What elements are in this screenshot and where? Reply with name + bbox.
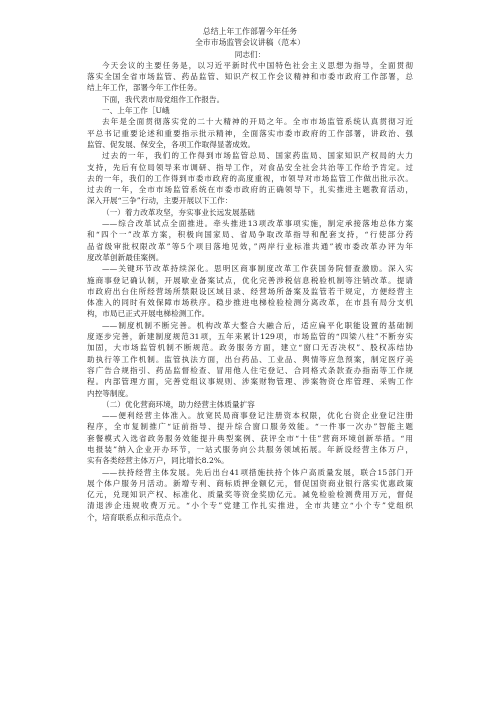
text-line: 度改革创新最佳案例。 [87, 252, 164, 262]
text-line: ——制度机制不断完善。机构改革大整合大融合后，适应扁平化职能设置的基础制 [102, 320, 413, 330]
text-line: 度逐步完善，新建制度规范31项，五年来累计129项，市场监管的“四梁八柱”不断夯实 [87, 332, 413, 342]
document-body [87, 26, 413, 523]
text-line: 一、上年工作［U峨 [102, 106, 170, 116]
text-line: 助执行等工作机制。监管执法方面，出台药品、工业品、舆情等应急预案，制定医疗美 [87, 354, 413, 364]
text-line: 过去的一年，我们的工作得到市场监管总局、国家药监局、国家知识产权局的大力 [102, 151, 413, 161]
text-line: 去年是全面贯彻落实党的二十大精神的开局之年。全市市场监管系统认真贯彻习近 [102, 117, 413, 127]
text-line: 品省级审批权限改革”等5个项目落地见效，”两岸行业标准共通”被市委改革办评为年 [87, 241, 413, 251]
text-line: 去的一年，我们的工作得到市委市政府的高度重视，市领导对市场监管工作做出批示次。 [87, 173, 413, 183]
text-line: 实有各类经营主体万户，同比增长8.2%。 [87, 456, 229, 466]
text-line: 过去的一年，全市市场监管系统在市委市政府的正确领导下，扎实推进主题教育活动， [87, 185, 413, 195]
text-line: （一）着力改革攻坚，夯实事业长远发展基础 [102, 207, 255, 217]
text-line: （二）优化营商环境，助力经营主体质量扩容 [102, 399, 255, 409]
text-line: 体准入的同时有效保障市场秩序。稳步推进电梯检验检测分离改革，在市县有局分支机 [87, 298, 413, 308]
text-line: ——便利经营主体准入。放宽民局商事登记注册资本权限，优化台资企业登记注册 [102, 411, 413, 421]
text-line: 支持，先后有位局领导来市调研、指导工作，对食品安全社会共治等工作给予肯定。过 [87, 162, 413, 172]
document-subtitle: 全市市场监管会议讲稿（范本） [195, 38, 305, 48]
text-line: 加固，大市场监管机制不断规范。政务服务方面，建立“窗口无否决权”、股权冻结协 [87, 343, 413, 353]
text-line: 展个体户服务月活动。新增专利、商标质押金额亿元，督促国资商业银行落实优惠政策 [87, 478, 413, 488]
text-line: 深入开展“三争”行动，主要开展以下工作： [87, 196, 233, 206]
greeting: 同志们： [234, 49, 266, 59]
text-line: 施商事登记确认制，开展歇业备案试点，优化完善涉税信息税验机制等注销改革。提请 [87, 275, 413, 285]
text-line: ——关键环节改革持续深化。思明区商事制度改革工作获国务院督查激励。深入实 [102, 264, 413, 274]
text-line: 平总书记重要论述和重要指示批示精神，全面落实市委市政府的工作部署，讲政治、强 [87, 128, 413, 138]
text-line: 监管、促发展、保安全，各项工作取得显著成效。 [87, 139, 256, 149]
text-line: 电报装”纳入企业开办环节，一站式服务向公共服务领域拓展。年新设经营主体万户， [87, 444, 413, 454]
body-text [87, 60, 413, 523]
text-line: 下面，我代表市局党组作工作报告。 [102, 94, 225, 104]
text-line: 结上年工作，部署今年工作任务。 [87, 83, 202, 93]
text-line: 内控等制度。 [87, 388, 133, 398]
text-line: 程。内部管理方面，完善党组议事规则、涉案财物管理、涉案物资仓库管理、采购工作 [87, 377, 413, 387]
document-title: 总结上年工作部署今年任务 [202, 27, 298, 36]
text-line: 构，市局已正式开展电梯检测工作。 [87, 309, 210, 319]
text-line: ——扶持经营主体发展。先后出台41项措施扶持个体户高质量发展，联合15部门开 [102, 467, 413, 477]
text-line: 容广告合规指引、药品监督检查、冒用他人住宅登记、合同格式条款查办指南等工作规 [87, 365, 413, 375]
text-line: 清退涉企违规收费万元。“小个专”党建工作扎实推进，全市共建立“小个专”党组织 [87, 501, 413, 511]
text-line: 今天会议的主要任务是，以习近平新时代中国特色社会主义思想为指导，全面贯彻 [102, 60, 413, 70]
text-line: ——综合改革试点全面推进。牵头推进13项改革事项实施，制定承接落地总体方案 [102, 219, 413, 229]
text-line: 亿元，兑现知识产权、标准化、质量奖等资金奖励亿元。减免检验检测费用万元，督促 [87, 490, 413, 500]
text-line: 个，培育联系点和示范点个。 [87, 512, 187, 522]
text-line: 落实全国全省市场监管、药品监管、知识产权工作会议精神和市委市政府工作部署，总 [87, 72, 413, 82]
text-line: 市政府出台住所经营场所禁限设区域目录、经营场所备案及监管若干规定，方便经营主 [87, 286, 413, 296]
text-line: 套餐模式入选省政务服务效能提升典型案例、获评全市“十佳”营商环境创新举措。“用 [87, 433, 413, 443]
text-line: 和“四个一”改革方案，积极向国家局、省局争取改革指导和配套支持，“行使部分药 [87, 230, 413, 240]
text-line: 程序，全市复制推广“证前指导、提升综合窗口服务效能。“一件事一次办”智能主题 [87, 422, 413, 432]
